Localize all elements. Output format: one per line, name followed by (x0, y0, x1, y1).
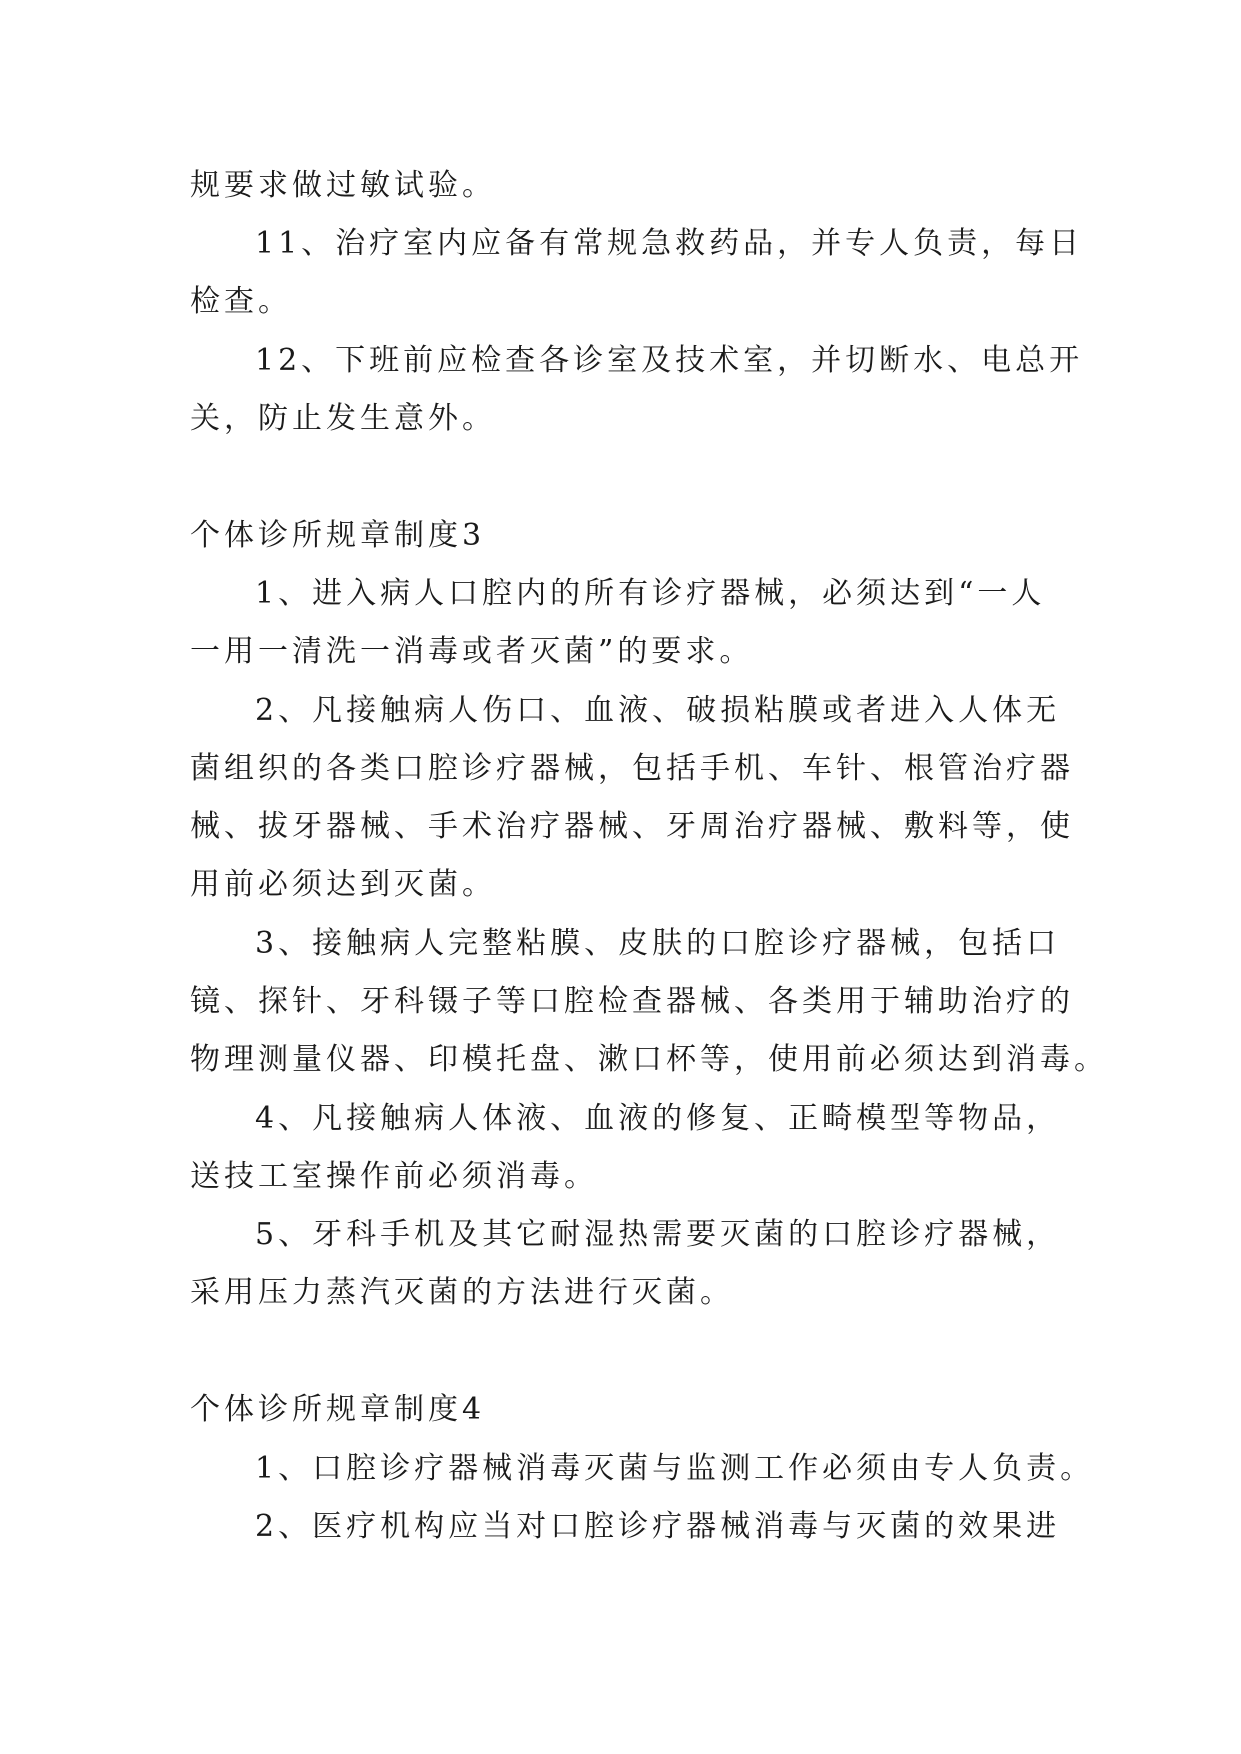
text-line: 物理测量仪器、印模托盘、漱口杯等，使用前必须达到消毒。 (190, 1042, 1108, 1077)
text-line: 用前必须达到灭菌。 (190, 867, 496, 902)
text-line: 菌组织的各类口腔诊疗器械，包括手机、车针、根管治疗器 (190, 751, 1074, 786)
text-line: 一用一清洗一消毒或者灭菌”的要求。 (190, 634, 754, 669)
rule-item-12: 12、下班前应检查各诊室及技术室，并切断水、电总开 (255, 343, 1084, 378)
section-heading-4: 个体诊所规章制度4 (190, 1392, 486, 1427)
text-line: 关，防止发生意外。 (190, 401, 496, 436)
rule-item-11: 11、治疗室内应备有常规急救药品，并专人负责，每日 (255, 226, 1084, 261)
text-line: 采用压力蒸汽灭菌的方法进行灭菌。 (190, 1275, 734, 1310)
rule-item-1: 1、口腔诊疗器械消毒灭菌与监测工作必须由专人负责。 (255, 1451, 1095, 1486)
section-heading-3: 个体诊所规章制度3 (190, 518, 486, 553)
text-line: 械、拔牙器械、手术治疗器械、牙周治疗器械、敷料等，使 (190, 809, 1074, 844)
rule-item-3: 3、接触病人完整粘膜、皮肤的口腔诊疗器械，包括口 (255, 926, 1061, 961)
rule-item-2: 2、医疗机构应当对口腔诊疗器械消毒与灭菌的效果进 (255, 1509, 1061, 1544)
text-line: 规要求做过敏试验。 (190, 168, 496, 203)
rule-item-2: 2、凡接触病人伤口、血液、破损粘膜或者进入人体无 (255, 693, 1061, 728)
text-line: 镜、探针、牙科镊子等口腔检查器械、各类用于辅助治疗的 (190, 984, 1074, 1019)
text-line: 送技工室操作前必须消毒。 (190, 1159, 598, 1194)
rule-item-5: 5、牙科手机及其它耐湿热需要灭菌的口腔诊疗器械， (255, 1217, 1061, 1252)
text-line: 检查。 (190, 284, 292, 319)
rule-item-1: 1、进入病人口腔内的所有诊疗器械，必须达到“一人 (255, 576, 1046, 611)
rule-item-4: 4、凡接触病人体液、血液的修复、正畸模型等物品， (255, 1101, 1061, 1136)
